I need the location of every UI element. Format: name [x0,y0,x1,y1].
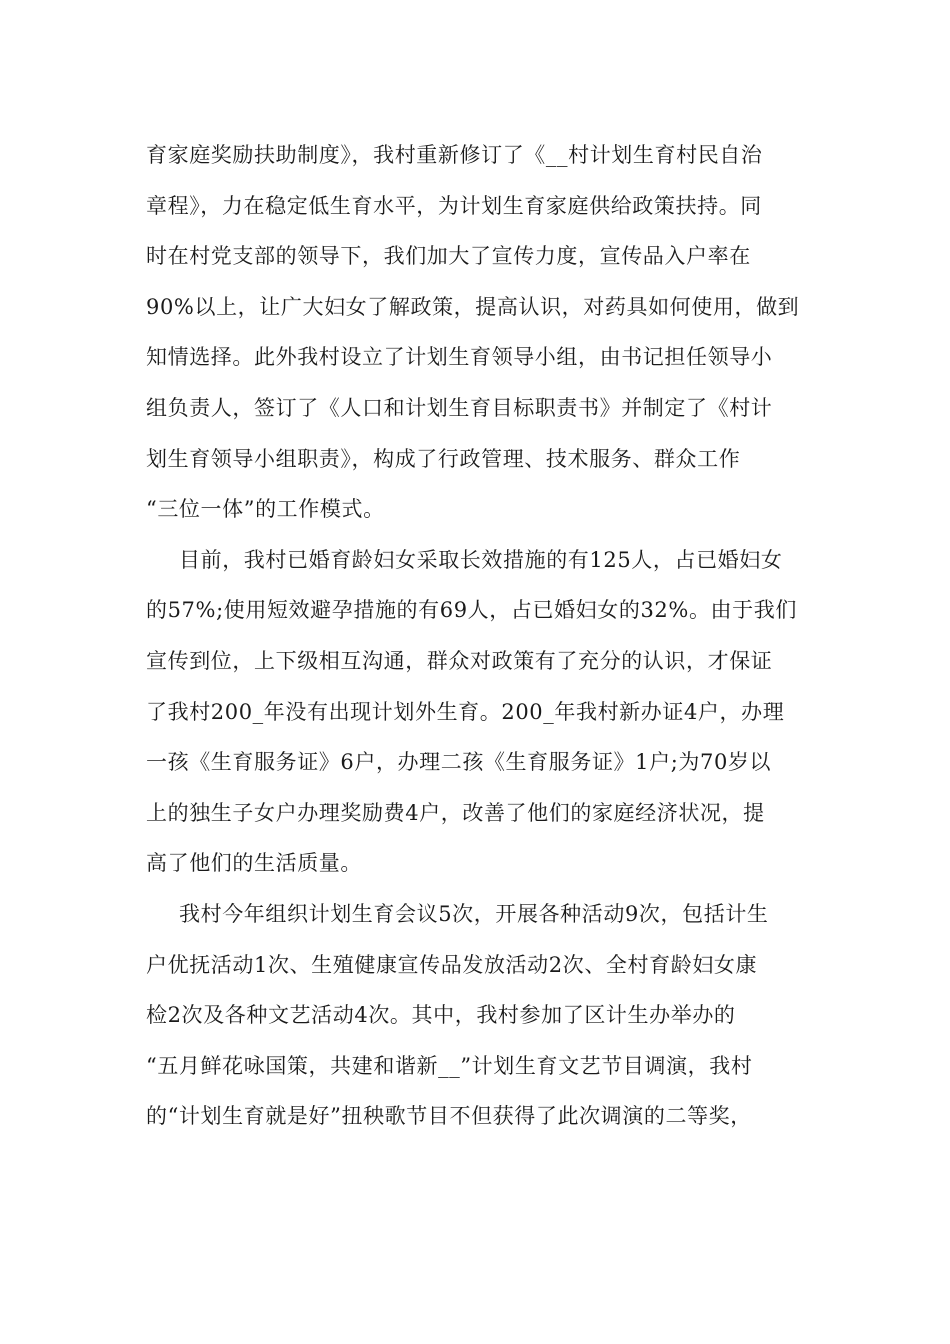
text-line: 组负责人，签订了《人口和计划生育目标职责书》并制定了《村计 [146,395,773,420]
text-line: 90%以上，让广大妇女了解政策，提高认识，对药具如何使用，做到 [146,294,800,319]
paragraph-1 [146,130,806,535]
text-line: 上的独生子女户办理奖励费4户，改善了他们的家庭经济状况，提 [146,800,765,825]
text-line: 检2次及各种文艺活动4次。其中，我村参加了区计生办举办的 [146,1003,736,1028]
text-line: 育家庭奖励扶助制度》，我村重新修订了《__村计划生育村民自治 [146,143,763,167]
text-line: “五月鲜花咏国策，共建和谐新__”计划生育文艺节目调演，我村 [146,1053,753,1078]
text-line: “三位一体”的工作模式。 [146,497,385,522]
document-body [146,130,806,1142]
text-line-first: 目前，我村已婚育龄妇女采取长效措施的有125人，占已婚妇女 [179,547,783,572]
paragraph-2 [146,535,806,889]
text-line: 划生育领导小组职责》，构成了行政管理、技术服务、群众工作 [146,446,741,471]
paragraph-3 [146,889,806,1142]
text-line: 知情选择。此外我村设立了计划生育领导小组，由书记担任领导小 [146,345,773,370]
text-line: 高了他们的生活质量。 [146,851,362,876]
text-line: 的“计划生育就是好”扭秧歌节目不但获得了此次调演的二等奖， [146,1104,752,1129]
text-line: 章程》，力在稳定低生育水平，为计划生育家庭供给政策扶持。同 [146,193,762,218]
text-line: 户优抚活动1次、生殖健康宣传品发放活动2次、全村育龄妇女康 [146,952,758,977]
text-line: 一孩《生育服务证》6户，办理二孩《生育服务证》1户;为70岁以 [146,750,772,775]
text-line: 的57%;使用短效避孕措施的有69人，占已婚妇女的32%。由于我们 [146,598,797,623]
text-line-first: 我村今年组织计划生育会议5次，开展各种活动9次，包括计生 [179,901,769,926]
text-line: 宣传到位，上下级相互沟通，群众对政策有了充分的认识，才保证 [146,648,773,673]
text-line: 了我村200_年没有出现计划外生育。200_年我村新办证4户，办理 [146,699,785,724]
text-line: 时在村党支部的领导下，我们加大了宣传力度，宣传品入户率在 [146,244,751,269]
